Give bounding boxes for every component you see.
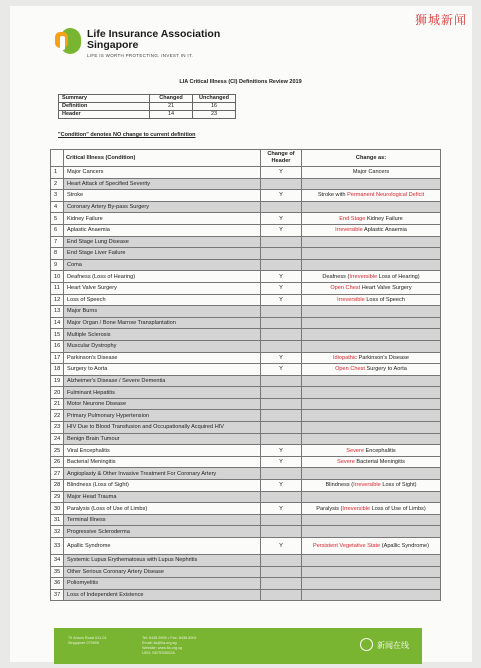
change-of-header-flag xyxy=(261,526,302,538)
table-row xyxy=(51,566,441,578)
change-as xyxy=(302,491,441,503)
illness-name: HIV Due to Blood Transfusion and Occupationally Acquired HIV xyxy=(64,422,261,434)
unchanged-text: Encephalitis xyxy=(364,447,396,454)
illness-name: Major Cancers xyxy=(64,167,261,179)
change-as xyxy=(302,352,441,364)
row-number: 19 xyxy=(51,375,64,387)
summary-header-cell: Summary xyxy=(59,95,150,103)
table-row xyxy=(51,387,441,399)
change-of-header-flag: Y xyxy=(261,503,302,515)
table-row xyxy=(51,178,441,190)
table-row xyxy=(51,578,441,590)
change-as xyxy=(302,329,441,341)
ci-definitions-table xyxy=(50,149,441,601)
row-number: 35 xyxy=(51,566,64,578)
change-of-header-flag xyxy=(261,236,302,248)
illness-name: Stroke xyxy=(64,190,261,202)
row-number: 23 xyxy=(51,422,64,434)
change-as xyxy=(302,480,441,492)
illness-name: Systemic Lupus Erythematosus with Lupus Nephritis xyxy=(64,555,261,567)
unchanged-text: Blindness ( xyxy=(325,482,354,489)
table-row xyxy=(51,514,441,526)
illness-name: Major Organ / Bone Marrow Transplantation xyxy=(64,317,261,329)
row-number: 37 xyxy=(51,589,64,601)
unchanged-text: Surgery to Aorta xyxy=(364,366,407,373)
illness-name: Alzheimer's Disease / Severe Dementia xyxy=(64,375,261,387)
summary-header-cell: Unchanged xyxy=(193,95,236,103)
table-row xyxy=(51,317,441,329)
row-number: 14 xyxy=(51,317,64,329)
row-number: 21 xyxy=(51,398,64,410)
row-number: 26 xyxy=(51,456,64,468)
change-as xyxy=(302,224,441,236)
row-number: 16 xyxy=(51,340,64,352)
illness-name: Benign Brain Tumour xyxy=(64,433,261,445)
table-row xyxy=(51,445,441,457)
row-number: 8 xyxy=(51,248,64,260)
footer-address: 79 Anson Road #11-01 Singapore 079906 xyxy=(68,636,107,645)
document-title: LIA Critical Illness (CI) Definitions Review 2019 xyxy=(179,79,302,85)
change-as xyxy=(302,340,441,352)
unchanged-text: Heart Valve Surgery xyxy=(360,285,412,292)
change-as xyxy=(302,201,441,213)
summary-cell: 16 xyxy=(193,103,236,111)
summary-row xyxy=(59,103,236,111)
change-as xyxy=(302,317,441,329)
change-of-header-flag: Y xyxy=(261,538,302,555)
change-as xyxy=(302,190,441,202)
row-number: 25 xyxy=(51,445,64,457)
changed-text: Irreversible xyxy=(342,505,371,512)
illness-name: Heart Valve Surgery xyxy=(64,282,261,294)
unchanged-text: Loss of Use of Limbs) xyxy=(370,505,426,512)
change-of-header-flag xyxy=(261,422,302,434)
illness-name: Major Head Trauma xyxy=(64,491,261,503)
footer-contact: Tel: 6438 8900 • Fax: 6438 8901 Email: lia@lia.org.sg Website: www.lia.org.sg UEN: S67SS0002A xyxy=(142,636,197,655)
logo-name-line1: Life Insurance Association xyxy=(87,28,221,40)
table-row xyxy=(51,456,441,468)
watermark-top: 狮城新闻 xyxy=(414,13,467,27)
illness-name: Primary Pulmonary Hypertension xyxy=(64,410,261,422)
change-of-header-flag xyxy=(261,555,302,567)
illness-name: Fulminant Hepatitis xyxy=(64,387,261,399)
row-number: 13 xyxy=(51,306,64,318)
change-of-header-flag xyxy=(261,259,302,271)
row-number: 15 xyxy=(51,329,64,341)
change-of-header-flag: Y xyxy=(261,456,302,468)
header-number xyxy=(51,150,64,167)
header-change-of-header: Change of Header xyxy=(261,150,302,167)
unchanged-text: Loss of Sight) xyxy=(380,482,417,489)
table-row xyxy=(51,224,441,236)
logo-tagline: LIFE IS WORTH PROTECTING. INVEST IN IT. xyxy=(87,53,194,58)
change-of-header-flag: Y xyxy=(261,445,302,457)
change-as xyxy=(302,589,441,601)
change-as xyxy=(302,294,441,306)
change-of-header-flag xyxy=(261,514,302,526)
row-number: 33 xyxy=(51,538,64,555)
change-of-header-flag xyxy=(261,387,302,399)
change-of-header-flag xyxy=(261,589,302,601)
summary-header-row xyxy=(59,95,236,103)
table-row xyxy=(51,167,441,179)
summary-header-cell: Changed xyxy=(150,95,193,103)
row-number: 18 xyxy=(51,364,64,376)
change-of-header-flag: Y xyxy=(261,352,302,364)
change-of-header-flag xyxy=(261,468,302,480)
change-of-header-flag xyxy=(261,317,302,329)
row-number: 30 xyxy=(51,503,64,515)
change-of-header-flag xyxy=(261,340,302,352)
change-of-header-flag: Y xyxy=(261,480,302,492)
change-as xyxy=(302,468,441,480)
change-as xyxy=(302,503,441,515)
summary-cell: Header xyxy=(59,111,150,119)
illness-name: Loss of Independent Existence xyxy=(64,589,261,601)
change-of-header-flag xyxy=(261,248,302,260)
changed-text: End Stage xyxy=(339,215,366,222)
unchanged-text: Major Cancers xyxy=(352,169,390,176)
unchanged-text: Stroke with xyxy=(317,192,348,199)
table-row xyxy=(51,433,441,445)
logo-name-line2: Singapore xyxy=(87,39,139,51)
illness-name: Aplastic Anaemia xyxy=(64,224,261,236)
change-of-header-flag: Y xyxy=(261,167,302,179)
change-of-header-flag xyxy=(261,410,302,422)
changed-text: Severe xyxy=(337,459,355,466)
table-row xyxy=(51,271,441,283)
table-row xyxy=(51,364,441,376)
unchanged-text: (Apallic Syndrome) xyxy=(380,542,429,549)
row-number: 4 xyxy=(51,201,64,213)
table-row xyxy=(51,306,441,318)
table-row xyxy=(51,248,441,260)
illness-name: Surgery to Aorta xyxy=(64,364,261,376)
table-row xyxy=(51,294,441,306)
unchanged-text: Loss of Speech xyxy=(364,296,405,303)
summary-cell: 23 xyxy=(193,111,236,119)
change-as xyxy=(302,566,441,578)
change-as xyxy=(302,445,441,457)
illness-name: Apallic Syndrome xyxy=(64,538,261,555)
row-number: 10 xyxy=(51,271,64,283)
table-row xyxy=(51,538,441,555)
change-as xyxy=(302,271,441,283)
wechat-icon xyxy=(360,638,373,651)
illness-name: Terminal Illness xyxy=(64,514,261,526)
table-row xyxy=(51,589,441,601)
illness-name: Paralysis (Loss of Use of Limbs) xyxy=(64,503,261,515)
change-as xyxy=(302,387,441,399)
table-row xyxy=(51,329,441,341)
change-as xyxy=(302,364,441,376)
summary-table xyxy=(58,94,236,119)
change-as xyxy=(302,248,441,260)
table-row xyxy=(51,352,441,364)
table-row xyxy=(51,468,441,480)
changed-text: Severe xyxy=(346,447,364,454)
illness-name: Other Serious Coronary Artery Disease xyxy=(64,566,261,578)
table-row xyxy=(51,398,441,410)
summary-row xyxy=(59,111,236,119)
illness-name: Heart Attack of Specified Severity xyxy=(64,178,261,190)
change-as xyxy=(302,555,441,567)
changed-text: Irreversible xyxy=(337,296,365,303)
row-number: 11 xyxy=(51,282,64,294)
row-number: 36 xyxy=(51,578,64,590)
changed-text: Irreversible xyxy=(349,273,378,280)
header-illness: Critical Illness (Condition) xyxy=(64,150,261,167)
row-number: 24 xyxy=(51,433,64,445)
row-number: 29 xyxy=(51,491,64,503)
table-row xyxy=(51,282,441,294)
illness-name: End Stage Liver Failure xyxy=(64,248,261,260)
change-as xyxy=(302,433,441,445)
row-number: 27 xyxy=(51,468,64,480)
change-of-header-flag: Y xyxy=(261,190,302,202)
unchanged-text: Aplastic Anaemia xyxy=(362,227,407,234)
change-as xyxy=(302,213,441,225)
summary-cell: 21 xyxy=(150,103,193,111)
table-body xyxy=(51,167,441,601)
change-of-header-flag xyxy=(261,178,302,190)
table-row xyxy=(51,201,441,213)
lia-logo-icon xyxy=(55,28,81,54)
table-row xyxy=(51,526,441,538)
illness-name: Blindness (Loss of Sight) xyxy=(64,480,261,492)
unchanged-text: Parkinson's Disease xyxy=(356,354,409,361)
change-of-header-flag xyxy=(261,566,302,578)
change-as xyxy=(302,578,441,590)
unchanged-text: Bacterial Meningitis xyxy=(354,459,405,466)
change-of-header-flag xyxy=(261,433,302,445)
changed-text: Irreversible xyxy=(353,482,381,489)
row-number: 9 xyxy=(51,259,64,271)
change-as xyxy=(302,236,441,248)
row-number: 7 xyxy=(51,236,64,248)
illness-name: Coma xyxy=(64,259,261,271)
illness-name: Major Burns xyxy=(64,306,261,318)
table-row xyxy=(51,480,441,492)
table-row xyxy=(51,503,441,515)
row-number: 22 xyxy=(51,410,64,422)
illness-name: Poliomyelitis xyxy=(64,578,261,590)
illness-name: Coronary Artery By-pass Surgery xyxy=(64,201,261,213)
change-of-header-flag: Y xyxy=(261,282,302,294)
table-row xyxy=(51,410,441,422)
change-as xyxy=(302,422,441,434)
table-row xyxy=(51,259,441,271)
change-of-header-flag xyxy=(261,201,302,213)
changed-text: Persistent Vegetative State xyxy=(313,542,381,549)
change-of-header-flag xyxy=(261,398,302,410)
changed-text: Open Chest xyxy=(335,366,365,373)
summary-cell: 14 xyxy=(150,111,193,119)
table-row xyxy=(51,340,441,352)
row-number: 17 xyxy=(51,352,64,364)
row-number: 6 xyxy=(51,224,64,236)
changed-text: Irreversible xyxy=(335,227,363,234)
table-row xyxy=(51,375,441,387)
change-of-header-flag xyxy=(261,329,302,341)
table-row xyxy=(51,555,441,567)
row-number: 28 xyxy=(51,480,64,492)
illness-name: Deafness (Loss of Hearing) xyxy=(64,271,261,283)
condition-note: "Condition" denotes NO change to current definition xyxy=(58,132,196,138)
unchanged-text: Deafness ( xyxy=(322,273,350,280)
change-of-header-flag: Y xyxy=(261,364,302,376)
change-as xyxy=(302,375,441,387)
change-of-header-flag xyxy=(261,578,302,590)
change-of-header-flag xyxy=(261,491,302,503)
illness-name: Loss of Speech xyxy=(64,294,261,306)
change-as xyxy=(302,282,441,294)
row-number: 1 xyxy=(51,167,64,179)
table-row xyxy=(51,491,441,503)
change-as xyxy=(302,538,441,555)
change-of-header-flag: Y xyxy=(261,213,302,225)
illness-name: Multiple Sclerosis xyxy=(64,329,261,341)
change-as xyxy=(302,514,441,526)
change-as xyxy=(302,306,441,318)
change-as xyxy=(302,167,441,179)
illness-name: Viral Encephalitis xyxy=(64,445,261,457)
illness-name: Motor Neurone Disease xyxy=(64,398,261,410)
changed-text: Permanent Neurological Deficit xyxy=(347,192,425,199)
change-of-header-flag: Y xyxy=(261,294,302,306)
illness-name: Parkinson's Disease xyxy=(64,352,261,364)
illness-name: Angioplasty & Other Invasive Treatment For Coronary Artery xyxy=(64,468,261,480)
illness-name: Progressive Scleroderma xyxy=(64,526,261,538)
change-as xyxy=(302,259,441,271)
watermark-bottom: 新闻在线 xyxy=(377,641,409,650)
unchanged-text: Paralysis ( xyxy=(316,505,343,512)
change-as xyxy=(302,456,441,468)
change-of-header-flag xyxy=(261,306,302,318)
row-number: 34 xyxy=(51,555,64,567)
row-number: 3 xyxy=(51,190,64,202)
row-number: 32 xyxy=(51,526,64,538)
change-as xyxy=(302,398,441,410)
changed-text: Open Chest xyxy=(330,285,361,292)
row-number: 20 xyxy=(51,387,64,399)
change-of-header-flag xyxy=(261,375,302,387)
table-row xyxy=(51,190,441,202)
table-header-row xyxy=(51,150,441,167)
summary-cell: Definition xyxy=(59,103,150,111)
unchanged-text: Loss of Hearing) xyxy=(377,273,420,280)
table-row xyxy=(51,213,441,225)
illness-name: End Stage Lung Disease xyxy=(64,236,261,248)
table-row xyxy=(51,422,441,434)
header-change-as: Change as: xyxy=(302,150,441,167)
illness-name: Muscular Dystrophy xyxy=(64,340,261,352)
changed-text: Idiopathic xyxy=(332,354,357,361)
row-number: 31 xyxy=(51,514,64,526)
row-number: 12 xyxy=(51,294,64,306)
illness-name: Kidney Failure xyxy=(64,213,261,225)
unchanged-text: Kidney Failure xyxy=(365,215,403,222)
change-of-header-flag: Y xyxy=(261,224,302,236)
row-number: 5 xyxy=(51,213,64,225)
change-as xyxy=(302,526,441,538)
change-as xyxy=(302,410,441,422)
table-row xyxy=(51,236,441,248)
change-as xyxy=(302,178,441,190)
row-number: 2 xyxy=(51,178,64,190)
change-of-header-flag: Y xyxy=(261,271,302,283)
illness-name: Bacterial Meningitis xyxy=(64,456,261,468)
